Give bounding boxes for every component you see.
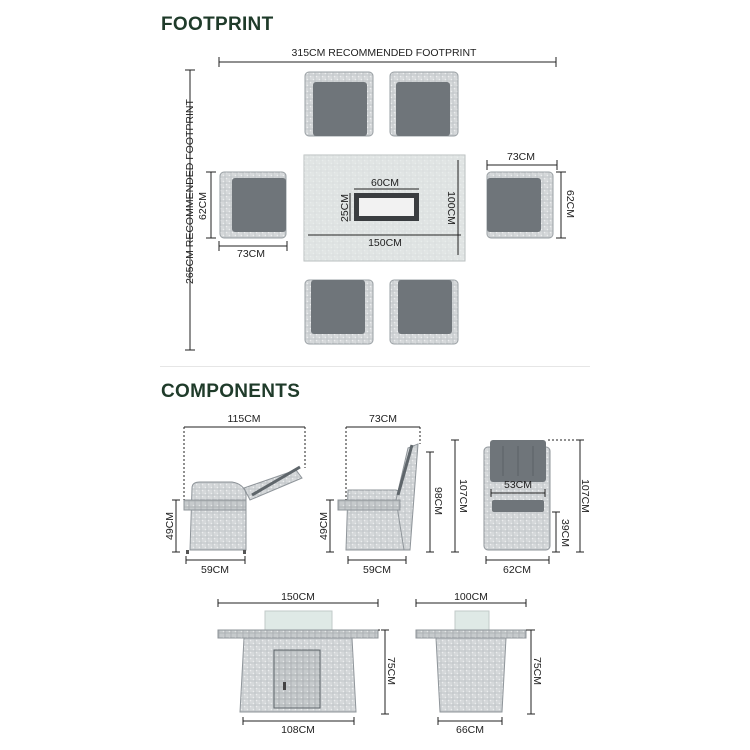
table-short-height-label: 75CM bbox=[531, 656, 544, 686]
chair-side-width-label: 73CM bbox=[368, 413, 398, 425]
right-chair-depth-label: 73CM bbox=[506, 151, 536, 163]
components-heading: COMPONENTS bbox=[161, 381, 301, 402]
table-long-top-label: 150CM bbox=[281, 591, 315, 603]
table-long-base-label: 108CM bbox=[281, 724, 315, 736]
table-long-side-view bbox=[218, 599, 389, 725]
burner-length-label: 60CM bbox=[370, 177, 400, 189]
chair-front-total-height-label: 107CM bbox=[578, 479, 591, 513]
recliner-seat-height-label: 49CM bbox=[164, 511, 177, 541]
table-long-height-label: 75CM bbox=[385, 656, 398, 686]
recliner-base-depth-label: 59CM bbox=[200, 564, 230, 576]
footprint-heading: FOOTPRINT bbox=[161, 14, 274, 35]
chair-bottom-left bbox=[305, 280, 373, 344]
burner-width-label: 25CM bbox=[339, 193, 352, 223]
table-short-side-view bbox=[416, 599, 535, 725]
right-chair-width-label: 62CM bbox=[564, 189, 577, 219]
chair-top-right bbox=[390, 72, 458, 136]
footprint-width-label: 315CM RECOMMENDED FOOTPRINT bbox=[291, 47, 477, 59]
left-chair-depth-label: 73CM bbox=[236, 248, 266, 260]
chair-left bbox=[220, 172, 286, 238]
chair-right bbox=[487, 172, 553, 238]
chair-front-arm-height-label: 39CM bbox=[559, 518, 572, 548]
recliner-side-view bbox=[172, 427, 305, 564]
chair-side-seat-height-label: 49CM bbox=[318, 511, 331, 541]
table-width-label: 100CM bbox=[444, 191, 457, 225]
chair-front-seat-width-label: 53CM bbox=[503, 479, 533, 491]
chair-top-left bbox=[305, 72, 373, 136]
footprint-height-label: 265CM RECOMMENDED FOOTPRINT bbox=[184, 99, 196, 284]
left-chair-width-label: 62CM bbox=[197, 191, 210, 221]
table-short-base-label: 66CM bbox=[455, 724, 485, 736]
chair-side-base-depth-label: 59CM bbox=[362, 564, 392, 576]
chair-front-base-width-label: 62CM bbox=[502, 564, 532, 576]
recliner-width-label: 115CM bbox=[227, 413, 261, 425]
chair-bottom-right bbox=[390, 280, 458, 344]
table-short-top-label: 100CM bbox=[454, 591, 488, 603]
table-length-label: 150CM bbox=[368, 237, 402, 249]
chair-side-total-height-label: 107CM bbox=[456, 479, 469, 513]
chair-side-back-height-label: 98CM bbox=[432, 486, 445, 516]
